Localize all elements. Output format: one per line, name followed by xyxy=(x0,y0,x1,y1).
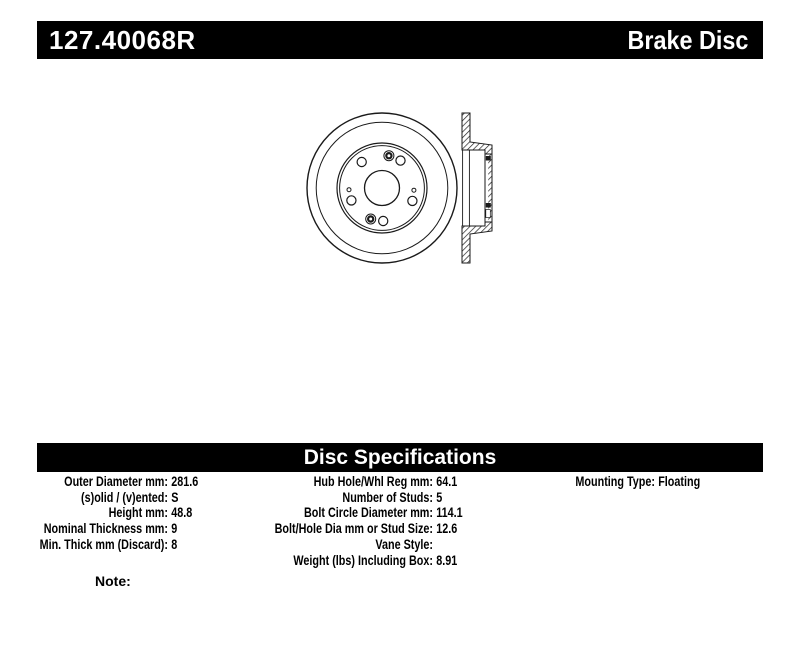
friction-ring-inner-circle xyxy=(316,122,448,254)
part-number: 127.40068R xyxy=(49,24,196,55)
retaining-screw-holes xyxy=(366,151,394,224)
front-view xyxy=(307,113,457,263)
spec-value: S xyxy=(171,489,179,505)
spec-label: Hub Hole/Whl Reg mm: xyxy=(313,474,433,489)
small-pin-holes xyxy=(347,188,416,193)
spec-column-right xyxy=(555,474,700,490)
section-stud-mark-bottom xyxy=(486,203,491,208)
spec-row-mounting-type xyxy=(555,474,700,490)
spec-label: Height mm: xyxy=(108,505,168,521)
spec-column-middle xyxy=(261,474,463,568)
spec-label: Min. Thick mm (Discard): xyxy=(39,536,169,552)
spec-row-height xyxy=(36,505,198,521)
spec-row-min-thick xyxy=(36,537,198,553)
section-stud-mark-top xyxy=(486,156,491,161)
spec-value xyxy=(433,537,436,553)
spec-label: Mounting Type: xyxy=(575,474,655,489)
outer-diameter-circle xyxy=(307,113,457,263)
section-top-flange xyxy=(462,113,492,154)
note-label: Note: xyxy=(95,573,131,589)
spec-row-outer-diameter xyxy=(36,474,198,490)
spec-section-bar xyxy=(37,443,763,472)
spec-value: 8 xyxy=(171,536,178,552)
stud-holes xyxy=(347,156,417,226)
spec-value: 48.8 xyxy=(171,505,193,521)
cross-section-view xyxy=(462,113,492,263)
spec-row-vane-style xyxy=(261,537,463,553)
spec-value: 64.1 xyxy=(436,474,458,489)
spec-label: Bolt Circle Diameter mm: xyxy=(303,505,433,521)
spec-section-title: Disc Specifications xyxy=(303,445,497,469)
section-bottom-flange xyxy=(462,222,492,263)
spec-row-solid-vented xyxy=(36,490,198,506)
spec-value: 9 xyxy=(171,521,178,537)
spec-label: Outer Diameter mm: xyxy=(64,474,168,489)
spec-label: Bolt/Hole Dia mm or Stud Size: xyxy=(274,521,433,537)
hat-inner-circle xyxy=(340,146,425,231)
spec-row-number-of-studs xyxy=(261,490,463,506)
section-hub-notch xyxy=(486,210,491,218)
spec-label: Nominal Thickness mm: xyxy=(43,521,169,537)
product-type: Brake Disc xyxy=(627,24,748,55)
spec-column-left xyxy=(36,474,198,553)
spec-row-weight xyxy=(261,553,463,569)
spec-value: 12.6 xyxy=(436,521,458,537)
hub-hole-circle xyxy=(365,171,400,206)
brake-disc-technical-drawing xyxy=(280,95,520,285)
spec-value: 114.1 xyxy=(436,505,463,521)
spec-label: Number of Studs: xyxy=(342,489,433,505)
spec-value: 5 xyxy=(436,489,443,505)
spec-value: 281.6 xyxy=(171,474,199,489)
spec-row-hub-hole xyxy=(261,474,463,490)
spec-label: Vane Style: xyxy=(375,536,433,552)
spec-row-nominal-thickness xyxy=(36,521,198,537)
spec-row-bolt-hole-dia xyxy=(261,521,463,537)
spec-label: (s)olid / (v)ented: xyxy=(81,489,168,505)
spec-label: Weight (lbs) Including Box: xyxy=(293,552,433,568)
spec-row-bolt-circle-diameter xyxy=(261,505,463,521)
header-bar xyxy=(37,21,763,59)
spec-value: Floating xyxy=(658,474,701,489)
spec-value: 8.91 xyxy=(436,552,458,568)
